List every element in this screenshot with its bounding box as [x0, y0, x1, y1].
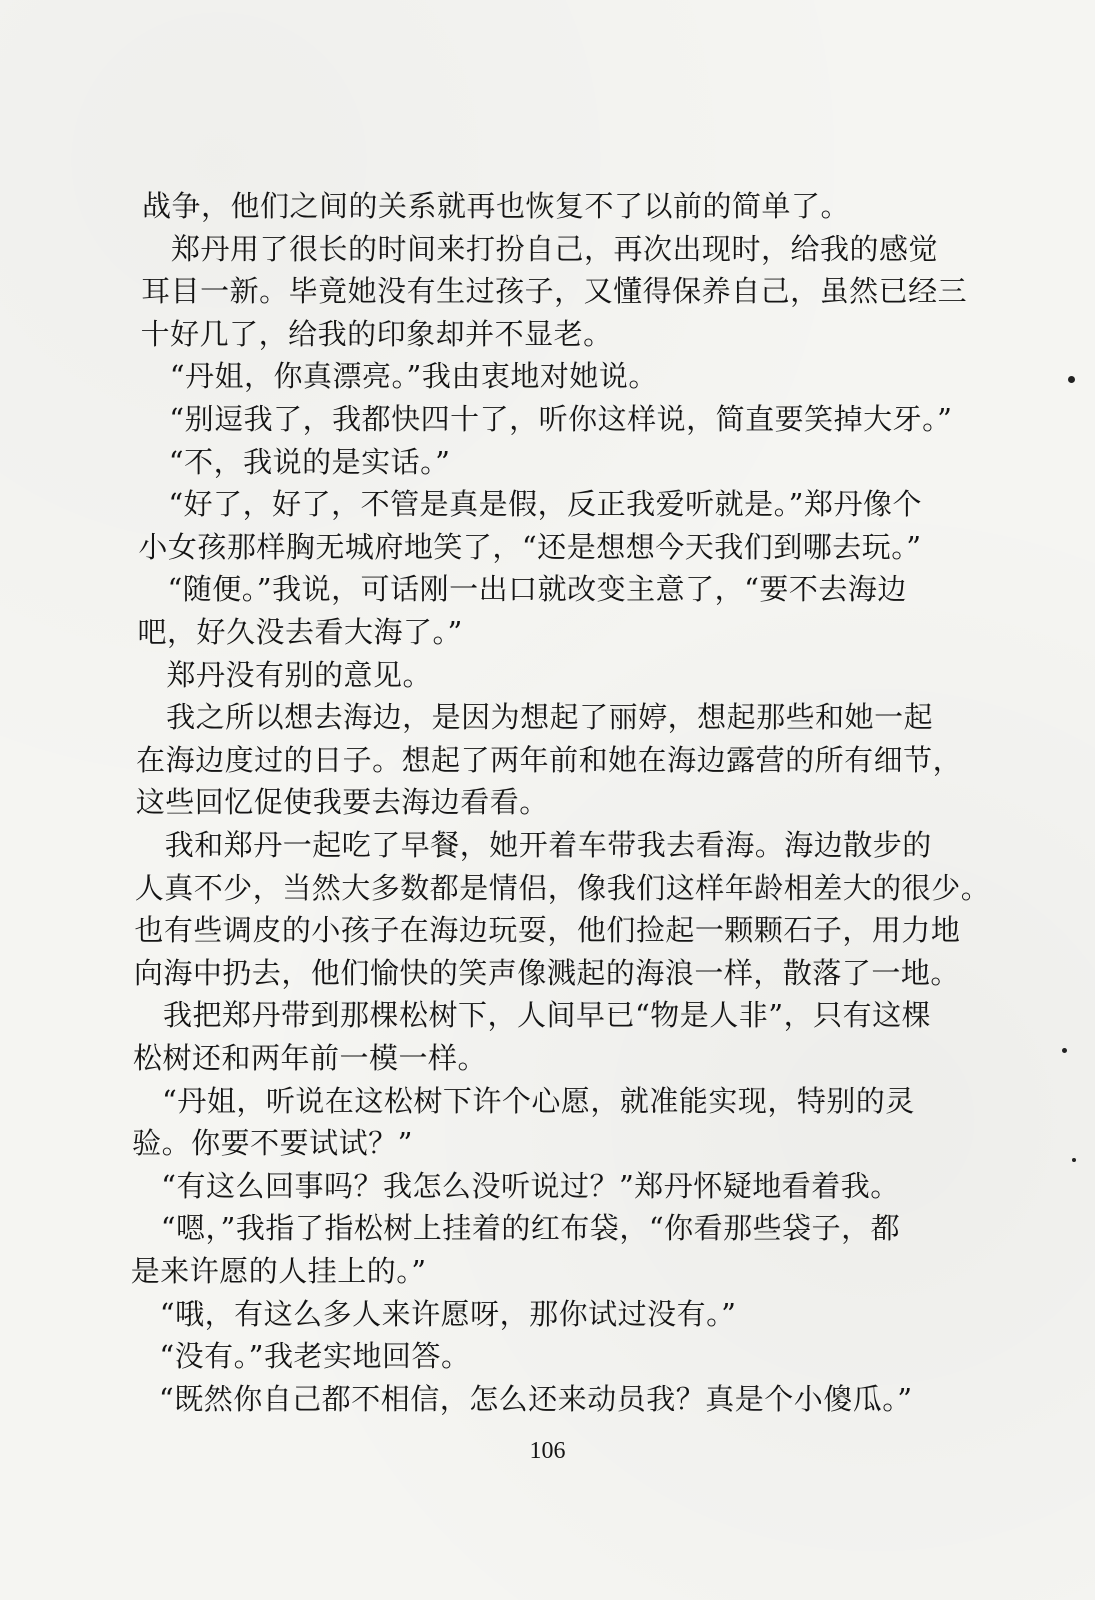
- text-line: 也有些调皮的小孩子在海边玩耍，他们捡起一颗颗石子，用力地: [134, 913, 961, 948]
- text-line: “好了，好了，不管是真是假，反正我爱听就是。”郑丹像个: [138, 487, 922, 522]
- text-line: “丹姐，你真漂亮。”我由衷地对她说。: [140, 359, 658, 394]
- text-line: “既然你自己都不相信，怎么还来动员我？真是个小傻瓜。”: [129, 1381, 913, 1416]
- text-line: 郑丹没有别的意见。: [137, 657, 433, 692]
- text-line: “嗯，”我指了指松树上挂着的红布袋，“你看那些袋子，都: [131, 1211, 901, 1246]
- text-line: 郑丹用了很长的时间来打扮自己，再次出现时，给我的感觉: [141, 231, 939, 266]
- text-line: 验。你要不要试试？”: [132, 1126, 413, 1161]
- text-line: “随便。”我说，可话刚一出口就改变主意了，“要不去海边: [137, 572, 907, 607]
- text-line: 是来许愿的人挂上的。”: [130, 1254, 427, 1288]
- text-line: 小女孩那样胸无城府地笑了，“还是想想今天我们到哪去玩。”: [138, 529, 922, 564]
- text-line: “没有。”我老实地回答。: [129, 1339, 471, 1374]
- text-line: 我之所以想去海边，是因为想起了丽婷，想起那些和她一起: [136, 700, 934, 735]
- text-line: 我把郑丹带到那棵松树下，人间早已“物是人非”，只有这棵: [133, 998, 932, 1033]
- page-number: 106: [529, 1438, 566, 1464]
- text-line: 吧，好久没去看大海了。”: [137, 615, 463, 649]
- text-line: 我和郑丹一起吃了早餐，她开着车带我去看海。海边散步的: [135, 828, 932, 862]
- text-line: “有这么回事吗？我怎么没听说过？”郑丹怀疑地看着我。: [131, 1168, 900, 1203]
- text-line: “不，我说的是实话。”: [139, 444, 451, 479]
- text-line: 十好几了，给我的印象却并不显老。: [140, 316, 613, 351]
- text-line: “丹姐，听说在这松树下许个心愿，就准能实现，特别的灵: [132, 1083, 915, 1118]
- scan-speck: [1068, 376, 1075, 383]
- text-line: 在海边度过的日子。想起了两年前和她在海边露营的所有细节，: [136, 742, 963, 777]
- text-line: “哦，有这么多人来许愿呀，那你试过没有。”: [130, 1296, 737, 1331]
- text-line: 松树还和两年前一模一样。: [133, 1041, 488, 1075]
- text-line: 战争，他们之间的关系就再也恢复不了以前的简单了。: [142, 189, 851, 223]
- text-line: 人真不少，当然大多数都是情侣，像我们这样年龄相差大的很少。: [134, 870, 991, 905]
- scan-speck: [1072, 1158, 1076, 1162]
- text-line: 向海中扔去，他们愉快的笑声像溅起的海浪一样，散落了一地。: [133, 955, 960, 990]
- scan-speck: [1062, 1048, 1067, 1053]
- text-line: 这些回忆促使我要去海边看看。: [135, 785, 549, 820]
- text-line: 耳目一新。毕竟她没有生过孩子，又懂得保养自己，虽然已经三: [141, 274, 968, 309]
- text-line: “别逗我了，我都快四十了，听你这样说，简直要笑掉大牙。”: [139, 402, 953, 436]
